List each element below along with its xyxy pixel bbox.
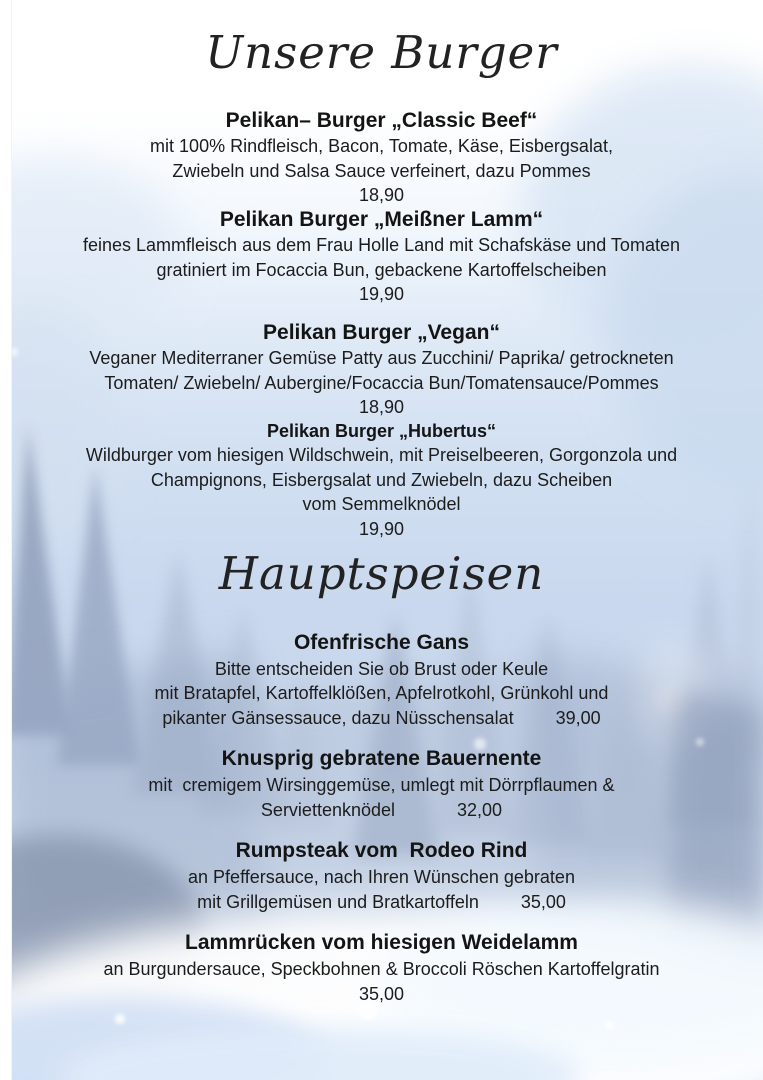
item-description-line: Tomaten/ Zwiebeln/ Aubergine/Focaccia Bun/Tomatensauce/Pommes [104,372,659,393]
item-description-price-line [32,890,732,915]
item-description-text: mit Grillgemüsen und Bratkartoffeln [197,891,479,912]
item-description-line: mit cremigem Wirsinggemüse, umlegt mit Dörrpflaumen & [148,775,615,795]
item-description-price-line [32,798,732,823]
item-name: Pelikan Burger „Meißner Lamm“ [219,208,544,231]
item-description-line: feines Lammfleisch aus dem Frau Holle Land mit Schafskäse und Tomaten [83,235,680,255]
item-name: Pelikan– Burger „Classic Beef“ [225,109,538,132]
menu-item-bauernente [32,745,732,822]
item-description-line: Wildburger vom hiesigen Wildschwein, mit Preiselbeeren, Gorgonzola und [85,445,678,465]
item-price: 35,00 [520,891,566,912]
item-description-text: pikanter Gänsessauce, dazu Nüsschensalat [162,707,514,728]
item-description-line: Bitte entscheiden Sie ob Brust oder Keule [214,658,549,679]
item-name: Ofenfrische Gans [293,630,470,654]
item-description-line: mit Bratapfel, Kartoffelklößen, Apfelrotkohl, Grünkohl und [154,683,609,703]
item-price: 32,00 [457,799,503,820]
menu-item-meissner-lamm [32,207,732,306]
item-price: 35,00 [358,983,405,1004]
item-price: 18,90 [358,185,405,205]
item-description-line: Zwiebeln und Salsa Sauce verfeinert, dazu Pommes [172,160,591,181]
item-description-line: an Burgundersauce, Speckbohnen & Broccoli Röschen Kartoffelgratin [103,959,660,979]
item-name: Rumpsteak vom Rodeo Rind [235,839,528,862]
item-description-price-line [32,706,732,731]
item-description-line: mit 100% Rindfleisch, Bacon, Tomate, Käse, Eisbergsalat, [150,136,613,156]
menu-item-classic-beef [32,108,732,207]
item-description-text: Serviettenknödel [260,799,396,820]
item-name: Knusprig gebratene Bauernente [221,747,542,770]
item-name: Lammrücken vom hiesigen Weidelamm [185,931,578,954]
item-description-line: vom Semmelknödel [302,494,461,514]
item-description-line: Veganer Mediterraner Gemüse Patty aus Zucchini/ Paprika/ getrockneten [89,348,674,368]
item-name: Pelikan Burger „Vegan“ [263,321,500,344]
item-name: Pelikan Burger „Hubertus“ [266,421,497,441]
item-price: 19,90 [358,518,405,539]
menu-item-rumpsteak [32,837,732,914]
menu-item-lammruecken [32,929,732,1006]
item-price: 39,00 [555,707,601,728]
menu-item-vegan [32,320,732,419]
menu-item-hubertus [32,419,732,541]
item-description-line: Champignons, Eisbergsalat und Zwiebeln, dazu Scheiben [150,469,613,490]
item-description-line: gratiniert im Focaccia Bun, gebackene Kartoffelscheiben [156,259,607,280]
section-heading-burgers: Unsere Burger [205,26,558,79]
section-heading-hauptspeisen: Hauptspeisen [218,546,545,600]
item-description-line: an Pfeffersauce, nach Ihren Wünschen gebraten [188,867,575,887]
menu-item-gans [32,629,732,731]
item-price: 19,90 [358,284,405,304]
item-price: 18,90 [358,397,405,417]
